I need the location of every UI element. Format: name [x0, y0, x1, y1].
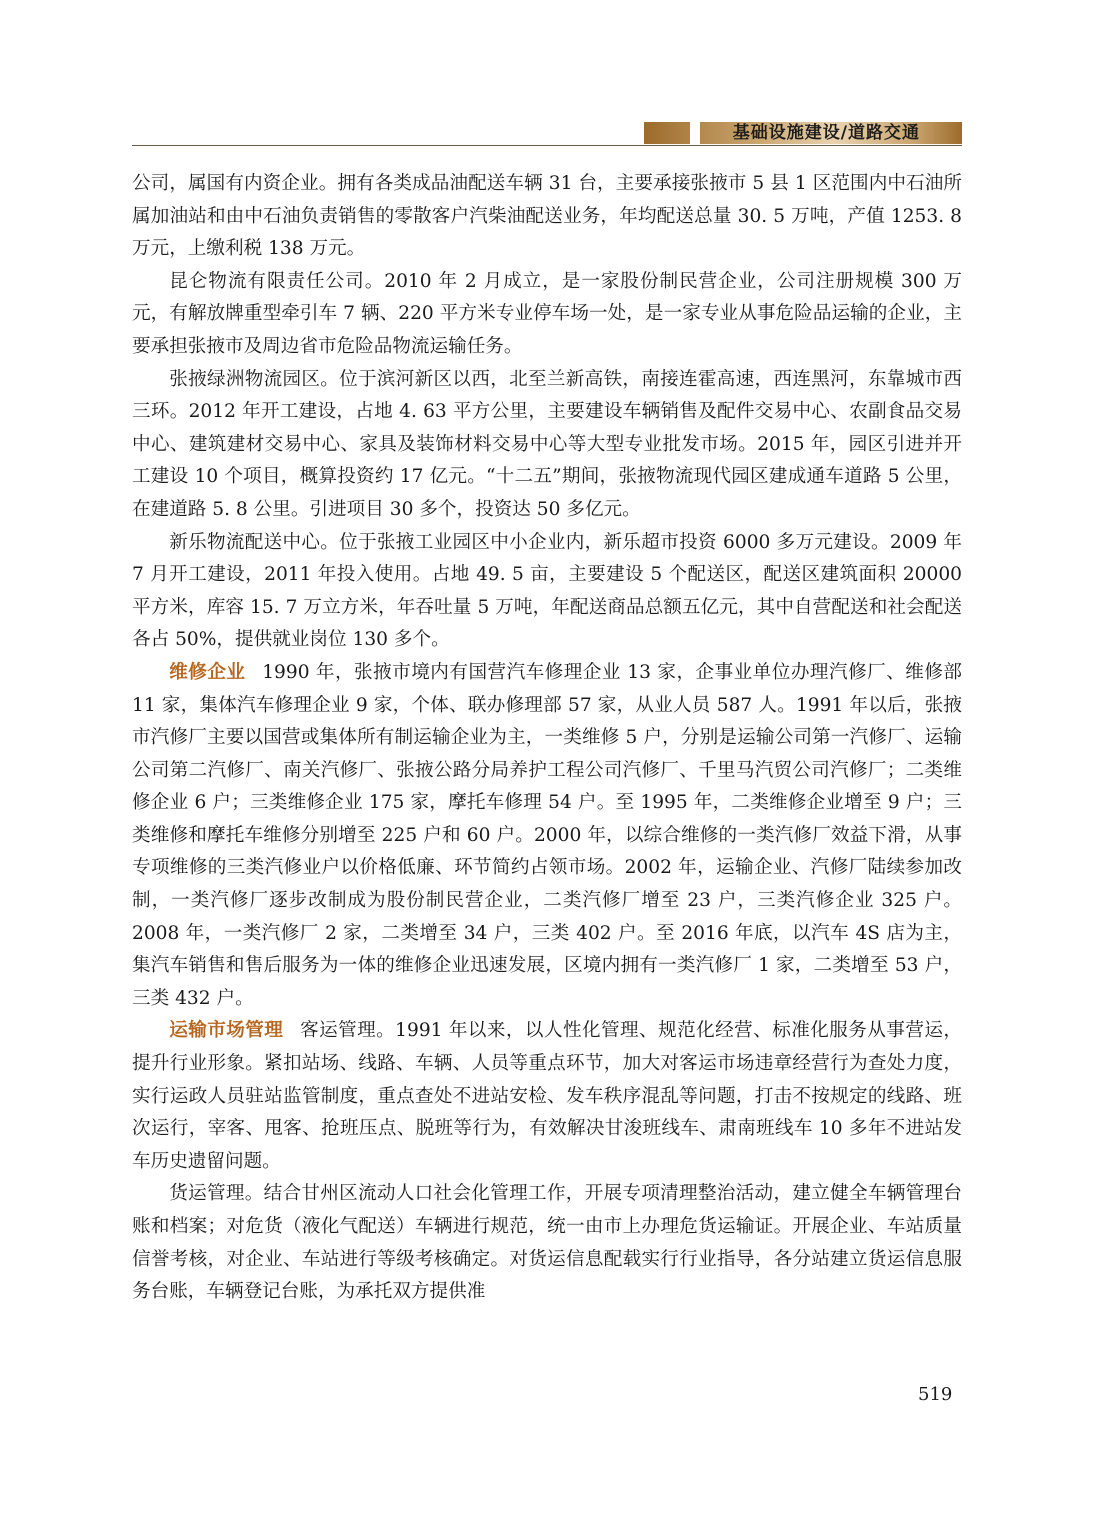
paragraph-text: 客运管理。1991 年以来，以人性化管理、规范化经营、标准化服务从事营运，提升行业形象。紧扣站场、线路、车辆、人员等重点环节，加大对客运市场违章经营行为查处力度，实行运政人员驻站监管制度，重点查处不进站安检、发车秩序混乱等问题，打击不按规定的线路、班次运行，宰客、甩客、抢班压点、脱班等行为，有效解决甘浚班线车、肃南班线车 10 多年不进站发车历史遗留问题。 [132, 1020, 962, 1172]
paragraph-market-management [132, 1015, 962, 1178]
paragraph-freight-management [132, 1178, 962, 1308]
paragraph-lvzhou-park [132, 364, 962, 527]
paragraph-text: 公司，属国有内资企业。拥有各类成品油配送车辆 31 台，主要承接张掖市 5 县 1 区范围内中石油所属加油站和由中石油负责销售的零散客户汽柴油配送业务，年均配送总量 30. 5 万吨，产值 1253. 8 万元，上缴利税 138 万元。 [132, 173, 962, 260]
header-title: 基础设施建设/道路交通 [732, 123, 920, 143]
header-rule [132, 145, 962, 146]
paragraph-text: 1990 年，张掖市境内有国营汽车修理企业 13 家，企事业单位办理汽修厂、维修部 11 家，集体汽车修理企业 9 家，个体、联办修理部 57 家，从业人员 587 人。1991 年以后，张掖市汽修厂主要以国营或集体所有制运输企业为主，一类维修 5 户，分别是运输公司第一汽修厂、运输公司第二汽修厂、南关汽修厂、张掖公路分局养护工程公司汽修厂、千里马汽贸公司汽修厂；二类维修企业 6 户；三类维修企业 175 家，摩托车修理 54 户。至 1995 年，二类维修企业增至 9 户；三类维修和摩托车维修分别增至 225 户和 60 户。2000 年，以综合维修的一类汽修厂效益下滑，从事专项维修的三类汽修业户以价格低廉、环节简约占领市场。2002 年，运输企业、汽修厂陆续参加改制，一类汽修厂逐步改制成为股份制民营企业，二类汽修厂增至 23 户，三类汽修企业 325 户。2008 年，一类汽修厂 2 家，二类增至 34 户，三类 402 户。至 2016 年底，以汽车 4S 店为主，集汽车销售和售后服务为一体的维修企业迅速发展，区境内拥有一类汽修厂 1 家，二类增至 53 户，三类 432 户。 [132, 661, 962, 1009]
section-heading: 维修企业 [169, 661, 246, 683]
paragraph-kunlun-logistics [132, 266, 962, 364]
running-header [132, 118, 962, 146]
paragraph-repair-enterprises [132, 657, 962, 1016]
body-text [132, 168, 962, 1309]
section-heading: 运输市场管理 [169, 1020, 284, 1042]
paragraph-xinle-center [132, 527, 962, 657]
page-number: 519 [918, 1384, 953, 1405]
paragraph-continued [132, 168, 962, 266]
paragraph-text: 昆仑物流有限责任公司。2010 年 2 月成立，是一家股份制民营企业，公司注册规模 300 万元，有解放牌重型牵引车 7 辆、220 平方米专业停车场一处，是一家专业从事危险品运输的企业，主要承担张掖市及周边省市危险品物流运输任务。 [132, 270, 962, 357]
paragraph-text: 张掖绿洲物流园区。位于滨河新区以西，北至兰新高铁，南接连霍高速，西连黑河，东靠城市西三环。2012 年开工建设，占地 4. 63 平方公里，主要建设车辆销售及配件交易中心、农副食品交易中心、建筑建材交易中心、家具及装饰材料交易中心等大型专业批发市场。2015 年，园区引进并开工建设 10 个项目，概算投资约 17 亿元。“十二五”期间，张掖物流现代园区建成通车道路 5 公里，在建道路 5. 8 公里。引进项目 30 多个，投资达 50 多亿元。 [132, 368, 962, 520]
paragraph-text: 货运管理。结合甘州区流动人口社会化管理工作，开展专项清理整治活动，建立健全车辆管理台账和档案；对危货（液化气配送）车辆进行规范，统一由市上办理危货运输证。开展企业、车站质量信誉考核，对企业、车站进行等级考核确定。对货运信息配载实行行业指导，各分站建立货运信息服务台账，车辆登记台账，为承托双方提供准 [132, 1183, 962, 1303]
header-band-notch [690, 122, 700, 144]
paragraph-text: 新乐物流配送中心。位于张掖工业园区中小企业内，新乐超市投资 6000 多万元建设。2009 年 7 月开工建设，2011 年投入使用。占地 49. 5 亩，主要建设 5 个配送区，配送区建筑面积 20000 平方米，库容 15. 7 万立方米，年吞吐量 5 万吨，年配送商品总额五亿元，其中自营配送和社会配送各占 50%，提供就业岗位 130 多个。 [132, 531, 962, 651]
